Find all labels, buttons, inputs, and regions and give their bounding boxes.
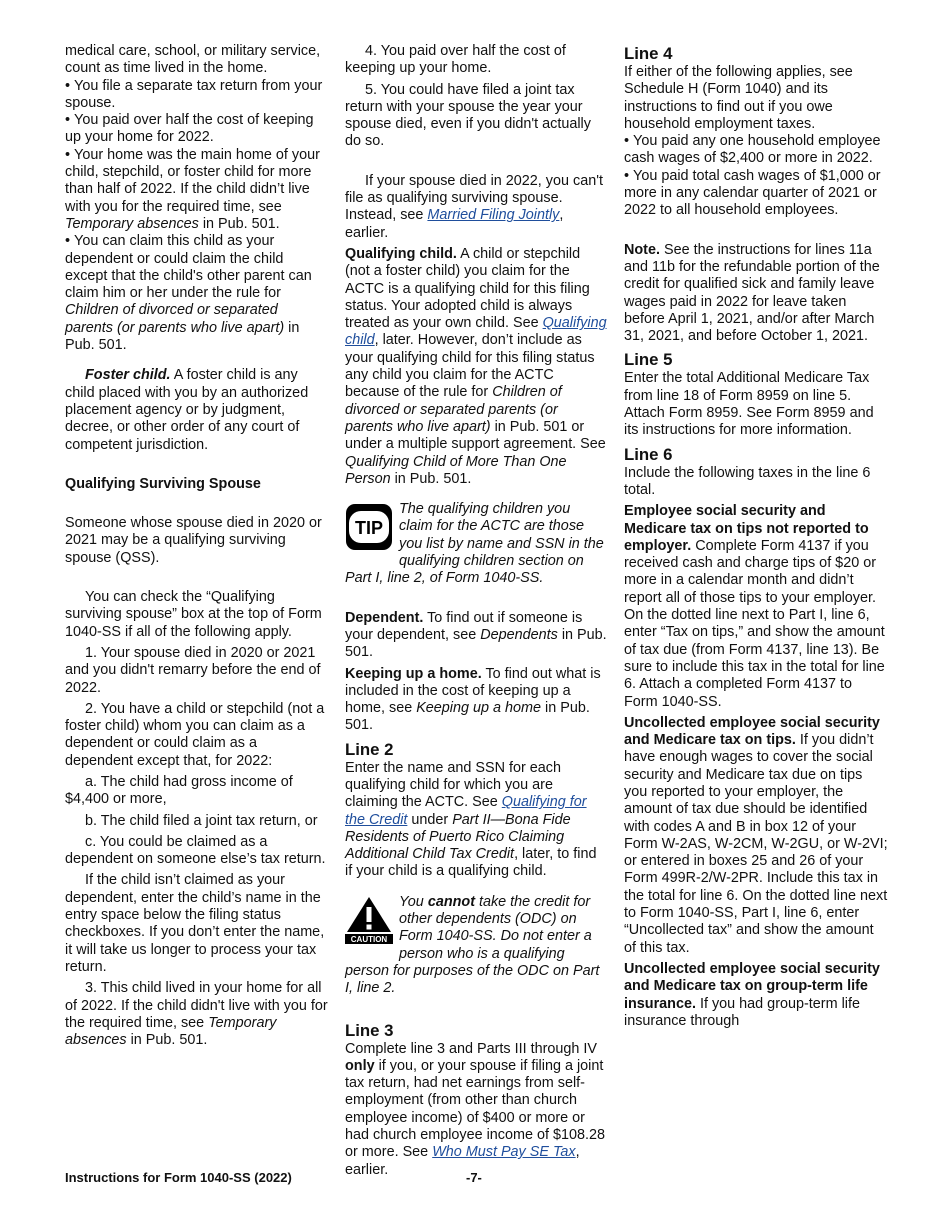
tip-icon <box>345 503 393 551</box>
tip-note: TIP The qualifying children you claim for the ACTC are those you list by name and SSN in the qualifying children section on Part I, line 2, of Form 1040-SS. <box>345 501 604 587</box>
numbered-item: 2. You have a child or stepchild (not a foster child) whom you can claim as a dependent or could claim as a dependent except that, for 2022: <box>65 700 325 769</box>
heading-line-4: Line 4 <box>624 44 673 63</box>
heading-line-5: Line 5 <box>624 350 673 370</box>
bullet-item: • You file a separate tax return from your spouse. <box>65 78 329 113</box>
paragraph: If your spouse died in 2022, you can't file as qualifying surviving spouse. Instead, see Married Filing Jointly, earlier. <box>345 172 603 241</box>
link-qualifying-for-the-credit[interactable]: Qualifying for the Credit <box>345 794 587 828</box>
link-qualifying-child[interactable]: Qualifying child <box>345 315 607 349</box>
numbered-item: 3. This child lived in your home for all of 2022. If the child didn't live with you for the required time, see Temporary absences in Pub. 501. <box>65 980 328 1049</box>
lettered-item: c. You could be claimed as a dependent on someone else’s tax return. <box>65 833 326 868</box>
paragraph: Enter the name and SSN for each qualifying child for which you are claiming the ACTC. See Qualifying for the Credit under Part II—Bona Fide Residents of Puerto Rico Claiming Additional Child Tax Credit, later, to find if your child is a qualifying child. <box>345 759 597 880</box>
heading-line-2: Line 2 <box>345 739 394 759</box>
lettered-item: a. The child had gross income of $4,400 or more, <box>65 773 293 808</box>
caution-note: CAUTION You cannot take the credit for other dependents (ODC) on Form 1040-SS. Do not enter a person who is a qualifying person for purposes of the ODC on Part I, line 2. <box>345 893 600 997</box>
keeping-up-home-paragraph: Keeping up a home. To find out what is included in the cost of keeping up a home, see Keeping up a home in Pub. 501. <box>345 665 601 734</box>
bullet-item: • You paid any one household employee cash wages of $2,400 or more in 2022. <box>624 133 888 168</box>
paragraph: Include the following taxes in the line 6 total. <box>624 464 871 498</box>
section-heading-qss: Qualifying Surviving Spouse <box>65 475 261 492</box>
foster-child-paragraph: Foster child. A foster child is any child placed with you by an authorized placement agency or by judgment, decree, or other order of any court of competent jurisdiction. <box>65 367 309 453</box>
qualifying-child-paragraph: Qualifying child. A child or stepchild (not a foster child) you claim for the ACTC is a qualifying child for this filing status. Your adopted child is always treated as your own child. See Qualifying child, later. However, don’t include as your qualifying child for this filing status any child you claim for the ACTC because of the rule for Children of divorced or separated parents (or parents who live apart) in Pub. 501 or under a multiple support agreement. See Qualifying Child of More Than One Person in Pub. 501. <box>345 245 607 487</box>
footer-title: Instructions for Form 1040-SS (2022) <box>65 1170 292 1185</box>
caution-label: CAUTION <box>350 934 388 944</box>
paragraph: Employee social security and Medicare tax on tips not reported to employer. Complete Form 4137 if you received cash and charge tips of $20 or more in a calendar month and didn’t report all of those tips to your employer. On the dotted line next to Part I, line 6, enter “Tax on tips,” and show the amount of tax due (from Form 4137, line 13). Be sure to include this tax in the total for line 6. Attach a completed Form 4137 to Form 1040-SS. <box>624 503 885 710</box>
link-married-filing-jointly[interactable]: Married Filing Jointly <box>427 207 560 224</box>
heading-line-6: Line 6 <box>624 444 673 464</box>
column-right <box>624 43 888 1030</box>
paragraph: Someone whose spouse died in 2020 or 2021 may be a qualifying surviving spouse (QSS). <box>65 515 322 566</box>
column-middle <box>345 43 607 1179</box>
paragraph: Uncollected employee social security and Medicare tax on group-term life insurance. If you had group-term life insurance through <box>624 960 880 1029</box>
bullet-item: • Your home was the main home of your child, stepchild, or foster child for more than half of 2022. If the child didn’t live with you for the required time, see Temporary absences in Pub. 501. <box>65 147 329 233</box>
paragraph: Uncollected employee social security and Medicare tax on tips. If you didn’t have enough wages to cover the social security and Medicare tax due on tips you reported to your employer, the amount of tax due should be identified with codes A and B in box 12 of your Form W-2AS, W-2CM, W-2GU, or W-2VI; or entered in boxes 25 and 26 of your Form 499R-2/W-2PR. Include this tax in the total for line 6. On the dotted line next to Form 1040-SS, Part I, line 6, enter “Uncollected tax” and show the amount of this tax. <box>624 714 888 956</box>
lettered-item: b. The child filed a joint tax return, or <box>85 812 318 829</box>
bullet-item: • You paid over half the cost of keeping up your home for 2022. <box>65 112 329 147</box>
note-paragraph: Note. See the instructions for lines 11a and 11b for the refundable portion of the credit for qualified sick and family leave wages paid in 2022 for leave taken before April 1, 2021, and/or after March 31, 2021, and before October 1, 2021. <box>624 241 880 345</box>
paragraph: Complete line 3 and Parts III through IV only if you, or your spouse if filing a joint tax return, had net earnings from self-employment (from other than church employee income) of $400 or more or had church employee income of $108.28 or more. See Who Must Pay SE Tax, earlier. <box>345 1040 606 1178</box>
paragraph: Enter the total Additional Medicare Tax from line 18 of Form 8959 on line 5. Attach Form 8959. See Form 8959 and its instructions for more information. <box>624 370 874 439</box>
heading-line-3: Line 3 <box>345 1020 394 1040</box>
column-left <box>65 43 329 1049</box>
tip-label: TIP <box>354 518 384 539</box>
paragraph: You can check the “Qualifying surviving spouse” box at the top of Form 1040-SS if all of the following apply. <box>65 589 322 640</box>
bullet-item: • You can claim this child as your dependent or could claim the child except that the child's other parent can claim him or her under the rule for Children of divorced or separated parents (or parents who live apart) in Pub. 501. <box>65 233 329 354</box>
numbered-item: 5. You could have filed a joint tax return with your spouse the year your spouse died, even if you didn't actually do so. <box>345 81 591 150</box>
numbered-item: 4. You paid over half the cost of keeping up your home. <box>345 43 566 77</box>
paragraph: If either of the following applies, see Schedule H (Form 1040) and its instructions to find out if you owe household employment taxes. <box>624 64 853 132</box>
dependent-paragraph: Dependent. To find out if someone is your dependent, see Dependents in Pub. 501. <box>345 609 607 661</box>
page-number: -7- <box>466 1170 482 1185</box>
link-who-must-pay-se-tax[interactable]: Who Must Pay SE Tax <box>432 1144 576 1161</box>
paragraph: medical care, school, or military service, count as time lived in the home. <box>65 43 321 77</box>
bullet-item: • You paid total cash wages of $1,000 or more in any calendar quarter of 2021 or 2022 to all household employees. <box>624 168 888 220</box>
numbered-item: 1. Your spouse died in 2020 or 2021 and you didn't remarry before the end of 2022. <box>65 644 321 696</box>
caution-icon <box>345 896 393 944</box>
paragraph: If the child isn’t claimed as your dependent, enter the child’s name in the entry space below the filing status checkboxes. If you don’t enter the name, it will take us longer to process your tax return. <box>65 872 325 975</box>
